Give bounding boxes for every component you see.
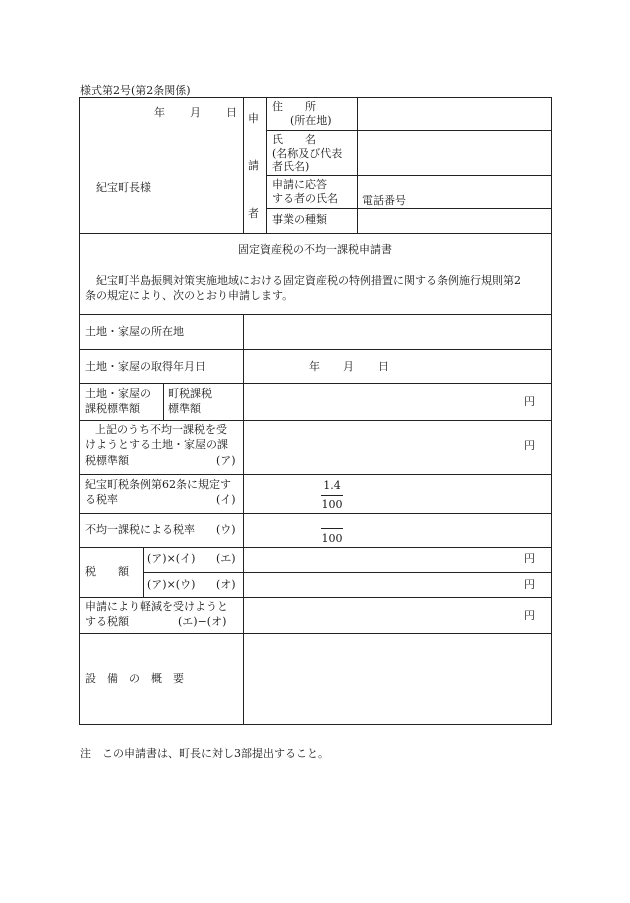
name-sub-label-1: (名称及び代表 (272, 147, 343, 160)
applicant-char-2: 請 (248, 159, 259, 172)
mark-o: (オ) (216, 578, 236, 591)
address-label: 住 所 (272, 100, 316, 113)
tax-e-field[interactable] (244, 548, 551, 572)
yen-unit: 円 (524, 609, 535, 622)
tax-base-label-2: 課税標準額 (85, 402, 140, 415)
rate-u-denominator: 100 (321, 532, 343, 545)
phone-label: 電話番号 (362, 194, 406, 207)
yen-unit: 円 (524, 578, 535, 591)
rate-i-label-1: 紀宝町税条例第62条に規定す (85, 478, 231, 491)
acquired-year-label: 年 (309, 360, 320, 373)
form-number: 様式第2号(第2条関係) (80, 84, 191, 97)
acquired-day-label: 日 (378, 360, 389, 373)
intro-line-2: 条の規定により、次のとおり申請します。 (85, 289, 294, 302)
yen-unit: 円 (524, 395, 535, 408)
mark-e: (エ) (216, 552, 236, 565)
uneven-base-label-1: 上記のうち不均一課税を受 (95, 423, 227, 436)
yen-unit: 円 (524, 552, 535, 565)
respondent-label-1: 申請に応答 (272, 178, 327, 191)
business-type-field[interactable] (358, 209, 551, 233)
reduction-calc: (エ)−(オ) (178, 615, 227, 628)
town-tax-label-2: 標準額 (168, 402, 201, 415)
reduction-label-1: 申請により軽減を受けようと (85, 600, 228, 613)
applicant-char-3: 者 (248, 207, 259, 220)
date-month-label: 月 (190, 106, 201, 119)
rate-u-label: 不均一課税による税率 (85, 523, 195, 536)
acquired-date-label: 土地・家屋の取得年月日 (85, 360, 206, 373)
equipment-label: 設 備 の 概 要 (85, 672, 184, 685)
calc-e-label: (ア)×(イ) (147, 552, 196, 565)
tax-base-label-1: 土地・家屋の (85, 387, 151, 400)
rate-u-numerator-field[interactable] (318, 514, 346, 527)
uneven-base-field[interactable] (244, 421, 551, 474)
location-field[interactable] (244, 315, 551, 349)
tax-base-field[interactable] (244, 384, 551, 420)
calc-o-label: (ア)×(ウ) (147, 578, 196, 591)
mark-a: (ア) (216, 454, 236, 467)
name-field[interactable] (358, 131, 551, 175)
mark-i: (イ) (216, 493, 236, 506)
rate-i-numerator: 1.4 (323, 479, 341, 492)
respondent-label-2: する者の氏名 (272, 192, 338, 205)
name-label: 氏 名 (272, 133, 316, 146)
equipment-field[interactable] (244, 634, 551, 724)
applicant-char-1: 申 (248, 112, 259, 125)
address-field[interactable] (358, 98, 551, 130)
rate-i-fraction-bar (321, 495, 343, 496)
tax-amount-label: 税 額 (85, 565, 129, 578)
mark-u: (ウ) (216, 523, 236, 536)
business-type-label: 事業の種類 (272, 213, 327, 226)
addressee: 紀宝町長様 (96, 181, 151, 194)
town-tax-label-1: 町税課税 (168, 387, 212, 400)
reduction-label-2: する税額 (85, 615, 129, 628)
rate-u-fraction-bar (321, 528, 343, 529)
tax-o-field[interactable] (244, 573, 551, 597)
respondent-field[interactable] (358, 176, 551, 208)
yen-unit: 円 (524, 439, 535, 452)
date-year-label: 年 (154, 106, 165, 119)
reduction-field[interactable] (244, 598, 551, 633)
acquired-month-label: 月 (343, 360, 354, 373)
date-day-label: 日 (226, 106, 237, 119)
footer-note: 注 この申請書は、町長に対し3部提出すること。 (80, 747, 329, 760)
intro-line-1: 紀宝町半島振興対策実施地域における固定資産税の特例措置に関する条例施行規則第2 (96, 274, 521, 287)
rate-i-denominator: 100 (321, 498, 343, 511)
address-sub-label: (所在地) (290, 114, 332, 127)
location-label: 土地・家屋の所在地 (85, 325, 184, 338)
uneven-base-label-3: 税標準額 (85, 454, 129, 467)
uneven-base-label-2: けようとする土地・家屋の課 (85, 438, 228, 451)
rate-i-label-2: る税率 (85, 493, 118, 506)
form-title: 固定資産税の不均一課税申請書 (238, 243, 392, 256)
name-sub-label-2: 者氏名) (272, 160, 310, 173)
